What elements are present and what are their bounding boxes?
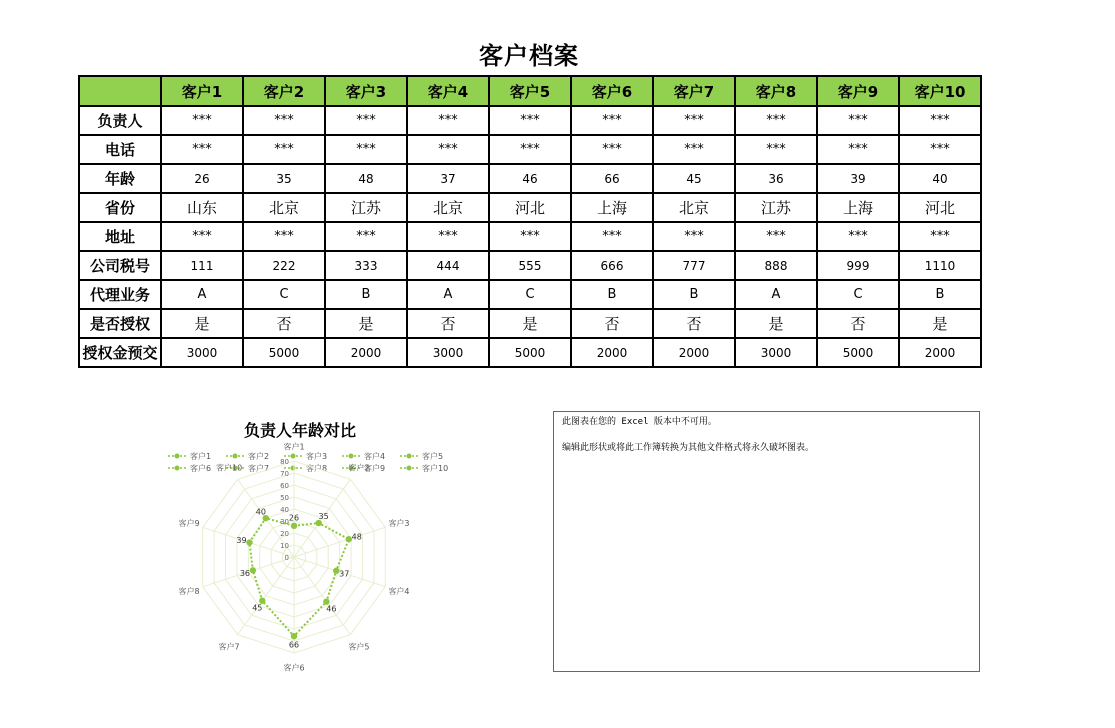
table-cell[interactable]: 666 xyxy=(571,251,653,280)
table-cell[interactable]: *** xyxy=(489,222,571,251)
table-cell[interactable]: *** xyxy=(735,106,817,135)
row-header[interactable]: 公司税号 xyxy=(79,251,161,280)
legend-label: 客户4 xyxy=(364,452,386,461)
legend-swatch-marker xyxy=(175,466,180,471)
table-row xyxy=(79,164,981,193)
page-title: 客户档案 xyxy=(479,42,579,70)
table-cell[interactable]: 39 xyxy=(817,164,899,193)
data-label: 45 xyxy=(252,603,263,613)
legend-label: 客户7 xyxy=(248,464,270,473)
table-cell[interactable]: *** xyxy=(489,135,571,164)
row-header[interactable]: 地址 xyxy=(79,222,161,251)
table-cell[interactable]: 555 xyxy=(489,251,571,280)
table-cell[interactable]: 2000 xyxy=(899,338,981,367)
legend-label: 客户3 xyxy=(306,452,328,461)
table-cell[interactable]: 5000 xyxy=(817,338,899,367)
table-cell[interactable]: *** xyxy=(243,135,325,164)
table-row xyxy=(79,222,981,251)
radar-data-point xyxy=(246,539,252,545)
legend-label: 客户9 xyxy=(364,464,386,473)
table-cell[interactable]: B xyxy=(899,280,981,309)
table-cell[interactable]: 36 xyxy=(735,164,817,193)
table-cell[interactable]: 河北 xyxy=(489,193,571,222)
table-cell[interactable]: *** xyxy=(161,106,243,135)
table-cell[interactable]: 北京 xyxy=(407,193,489,222)
table-cell[interactable]: 上海 xyxy=(571,193,653,222)
table-cell[interactable]: *** xyxy=(817,106,899,135)
table-row xyxy=(79,280,981,309)
table-cell[interactable]: *** xyxy=(325,106,407,135)
radar-series-line xyxy=(249,518,348,636)
data-label: 40 xyxy=(255,507,266,517)
table-cell[interactable]: 否 xyxy=(407,309,489,338)
table-row xyxy=(79,309,981,338)
radar-data-point xyxy=(291,633,297,639)
table-cell[interactable]: *** xyxy=(243,222,325,251)
table-cell[interactable]: *** xyxy=(161,222,243,251)
table-cell[interactable]: *** xyxy=(325,222,407,251)
table-cell[interactable]: *** xyxy=(407,106,489,135)
chart-title: 负责人年龄对比 xyxy=(243,421,356,440)
column-header[interactable]: 客户5 xyxy=(489,76,571,106)
category-label: 客户2 xyxy=(348,463,370,473)
data-label: 36 xyxy=(239,568,251,578)
table-cell[interactable]: 是 xyxy=(489,309,571,338)
data-label: 35 xyxy=(318,512,329,522)
radial-tick-label: 0 xyxy=(284,554,289,562)
table-cell[interactable]: 河北 xyxy=(899,193,981,222)
table-cell[interactable]: C xyxy=(489,280,571,309)
table-cell[interactable]: 66 xyxy=(571,164,653,193)
legend-label: 客户5 xyxy=(422,452,444,461)
category-label: 客户5 xyxy=(348,642,370,652)
legend-swatch-marker xyxy=(407,466,412,471)
table-row xyxy=(79,135,981,164)
table-cell[interactable]: 3000 xyxy=(407,338,489,367)
radar-data-point xyxy=(250,567,256,573)
table-cell[interactable]: *** xyxy=(325,135,407,164)
table-cell[interactable]: *** xyxy=(571,222,653,251)
table-cell[interactable]: 是 xyxy=(735,309,817,338)
table-cell[interactable]: A xyxy=(407,280,489,309)
table-cell[interactable]: 1110 xyxy=(899,251,981,280)
category-label: 客户8 xyxy=(178,587,200,597)
table-cell[interactable]: 否 xyxy=(653,309,735,338)
table-cell[interactable]: 3000 xyxy=(161,338,243,367)
table-cell[interactable]: 444 xyxy=(407,251,489,280)
table-cell[interactable]: C xyxy=(243,280,325,309)
table-cell[interactable]: 北京 xyxy=(653,193,735,222)
column-header[interactable]: 客户6 xyxy=(571,76,653,106)
table-cell[interactable]: 是 xyxy=(161,309,243,338)
table-cell[interactable]: B xyxy=(571,280,653,309)
column-header[interactable]: 客户1 xyxy=(161,76,243,106)
legend-swatch-marker xyxy=(407,454,412,459)
row-header[interactable]: 电话 xyxy=(79,135,161,164)
table-cell[interactable]: 37 xyxy=(407,164,489,193)
notice-line-2: 编辑此形状或将此工作簿转换为其他文件格式将永久破坏图表。 xyxy=(562,443,815,453)
table-cell[interactable]: 否 xyxy=(817,309,899,338)
table-cell[interactable]: 3000 xyxy=(735,338,817,367)
table-cell[interactable]: C xyxy=(817,280,899,309)
table-cell[interactable]: 山东 xyxy=(161,193,243,222)
table-cell[interactable]: 48 xyxy=(325,164,407,193)
radial-tick-label: 40 xyxy=(280,506,289,514)
table-cell[interactable]: *** xyxy=(653,106,735,135)
category-label: 客户3 xyxy=(388,518,410,528)
radial-tick-label: 20 xyxy=(280,530,289,538)
radial-tick-label: 30 xyxy=(280,518,289,526)
legend-label: 客户1 xyxy=(190,452,212,461)
table-cell[interactable]: 999 xyxy=(817,251,899,280)
table-cell[interactable]: 45 xyxy=(653,164,735,193)
column-header[interactable]: 客户7 xyxy=(653,76,735,106)
table-cell[interactable]: *** xyxy=(489,106,571,135)
table-cell[interactable]: 是 xyxy=(325,309,407,338)
table-cell[interactable]: 222 xyxy=(243,251,325,280)
legend-label: 客户2 xyxy=(248,452,270,461)
row-header[interactable]: 负责人 xyxy=(79,106,161,135)
column-header[interactable]: 客户9 xyxy=(817,76,899,106)
table-cell[interactable]: 5000 xyxy=(243,338,325,367)
data-label: 66 xyxy=(288,640,300,650)
table-cell[interactable]: 2000 xyxy=(571,338,653,367)
legend-swatch-marker xyxy=(175,454,180,459)
table-cell[interactable]: 26 xyxy=(161,164,243,193)
column-header[interactable]: 客户4 xyxy=(407,76,489,106)
table-cell[interactable]: 35 xyxy=(243,164,325,193)
table-cell[interactable]: *** xyxy=(899,135,981,164)
table-cell[interactable]: B xyxy=(653,280,735,309)
data-label: 48 xyxy=(351,532,362,542)
radial-tick-label: 50 xyxy=(280,494,289,502)
category-label: 客户1 xyxy=(283,442,305,452)
legend-label: 客户8 xyxy=(306,464,328,473)
table-cell[interactable]: A xyxy=(735,280,817,309)
legend-swatch-marker xyxy=(291,466,296,471)
table-cell[interactable]: *** xyxy=(653,135,735,164)
data-label: 37 xyxy=(339,569,350,579)
radar-chart[interactable] xyxy=(150,412,450,677)
legend-swatch-marker xyxy=(233,454,238,459)
table-cell[interactable]: *** xyxy=(407,135,489,164)
column-header[interactable]: 客户3 xyxy=(325,76,407,106)
table-cell[interactable]: *** xyxy=(735,222,817,251)
legend-label: 客户6 xyxy=(190,464,212,473)
category-label: 客户10 xyxy=(216,463,243,473)
row-header[interactable]: 代理业务 xyxy=(79,280,161,309)
table-cell[interactable]: *** xyxy=(243,106,325,135)
table-cell[interactable]: 40 xyxy=(899,164,981,193)
row-header[interactable]: 省份 xyxy=(79,193,161,222)
legend-swatch-marker xyxy=(291,454,296,459)
table-cell[interactable]: 777 xyxy=(653,251,735,280)
category-label: 客户4 xyxy=(388,587,410,597)
table-row xyxy=(79,193,981,222)
radial-tick-label: 60 xyxy=(280,482,289,490)
table-header-row xyxy=(79,76,981,106)
column-header[interactable]: 客户8 xyxy=(735,76,817,106)
table-row xyxy=(79,338,981,367)
table-cell[interactable]: 46 xyxy=(489,164,571,193)
table-cell[interactable]: 否 xyxy=(243,309,325,338)
table-row xyxy=(79,106,981,135)
table-cell[interactable]: *** xyxy=(899,222,981,251)
radial-tick-label: 80 xyxy=(280,458,289,466)
legend-label: 客户10 xyxy=(422,464,449,473)
table-cell[interactable]: 2000 xyxy=(325,338,407,367)
table-cell[interactable]: 是 xyxy=(899,309,981,338)
column-header[interactable]: 客户2 xyxy=(243,76,325,106)
table-cell[interactable]: 111 xyxy=(161,251,243,280)
table-row xyxy=(79,251,981,280)
header-corner-cell[interactable] xyxy=(79,76,161,106)
category-label: 客户9 xyxy=(178,518,200,528)
table-cell[interactable]: 否 xyxy=(571,309,653,338)
row-header[interactable]: 是否授权 xyxy=(79,309,161,338)
table-cell[interactable]: *** xyxy=(161,135,243,164)
table-cell[interactable]: *** xyxy=(571,106,653,135)
table-cell[interactable]: 5000 xyxy=(489,338,571,367)
table-cell[interactable]: 2000 xyxy=(653,338,735,367)
radial-tick-label: 10 xyxy=(280,542,289,550)
data-label: 26 xyxy=(288,513,300,523)
table-cell[interactable]: *** xyxy=(407,222,489,251)
table-cell[interactable]: 江苏 xyxy=(325,193,407,222)
row-header[interactable]: 授权金预交 xyxy=(79,338,161,367)
legend-swatch-marker xyxy=(349,454,354,459)
table-cell[interactable]: *** xyxy=(817,222,899,251)
column-header[interactable]: 客户10 xyxy=(899,76,981,106)
table-cell[interactable]: *** xyxy=(899,106,981,135)
data-label: 46 xyxy=(326,604,337,614)
customer-table xyxy=(78,75,982,368)
table-cell[interactable]: *** xyxy=(571,135,653,164)
table-cell[interactable]: A xyxy=(161,280,243,309)
unsupported-chart-notice[interactable] xyxy=(553,411,980,672)
table-cell[interactable]: *** xyxy=(653,222,735,251)
notice-line-1: 此图表在您的 Excel 版本中不可用。 xyxy=(562,417,717,427)
data-label: 39 xyxy=(236,535,247,545)
radar-data-point xyxy=(291,523,297,529)
table-cell[interactable]: 888 xyxy=(735,251,817,280)
table-cell[interactable]: 333 xyxy=(325,251,407,280)
category-label: 客户7 xyxy=(218,642,240,652)
row-header[interactable]: 年龄 xyxy=(79,164,161,193)
category-label: 客户6 xyxy=(283,663,305,673)
radial-tick-label: 70 xyxy=(280,470,289,478)
table-cell[interactable]: *** xyxy=(735,135,817,164)
table-cell[interactable]: 上海 xyxy=(817,193,899,222)
table-cell[interactable]: B xyxy=(325,280,407,309)
table-cell[interactable]: *** xyxy=(817,135,899,164)
table-cell[interactable]: 北京 xyxy=(243,193,325,222)
table-cell[interactable]: 江苏 xyxy=(735,193,817,222)
